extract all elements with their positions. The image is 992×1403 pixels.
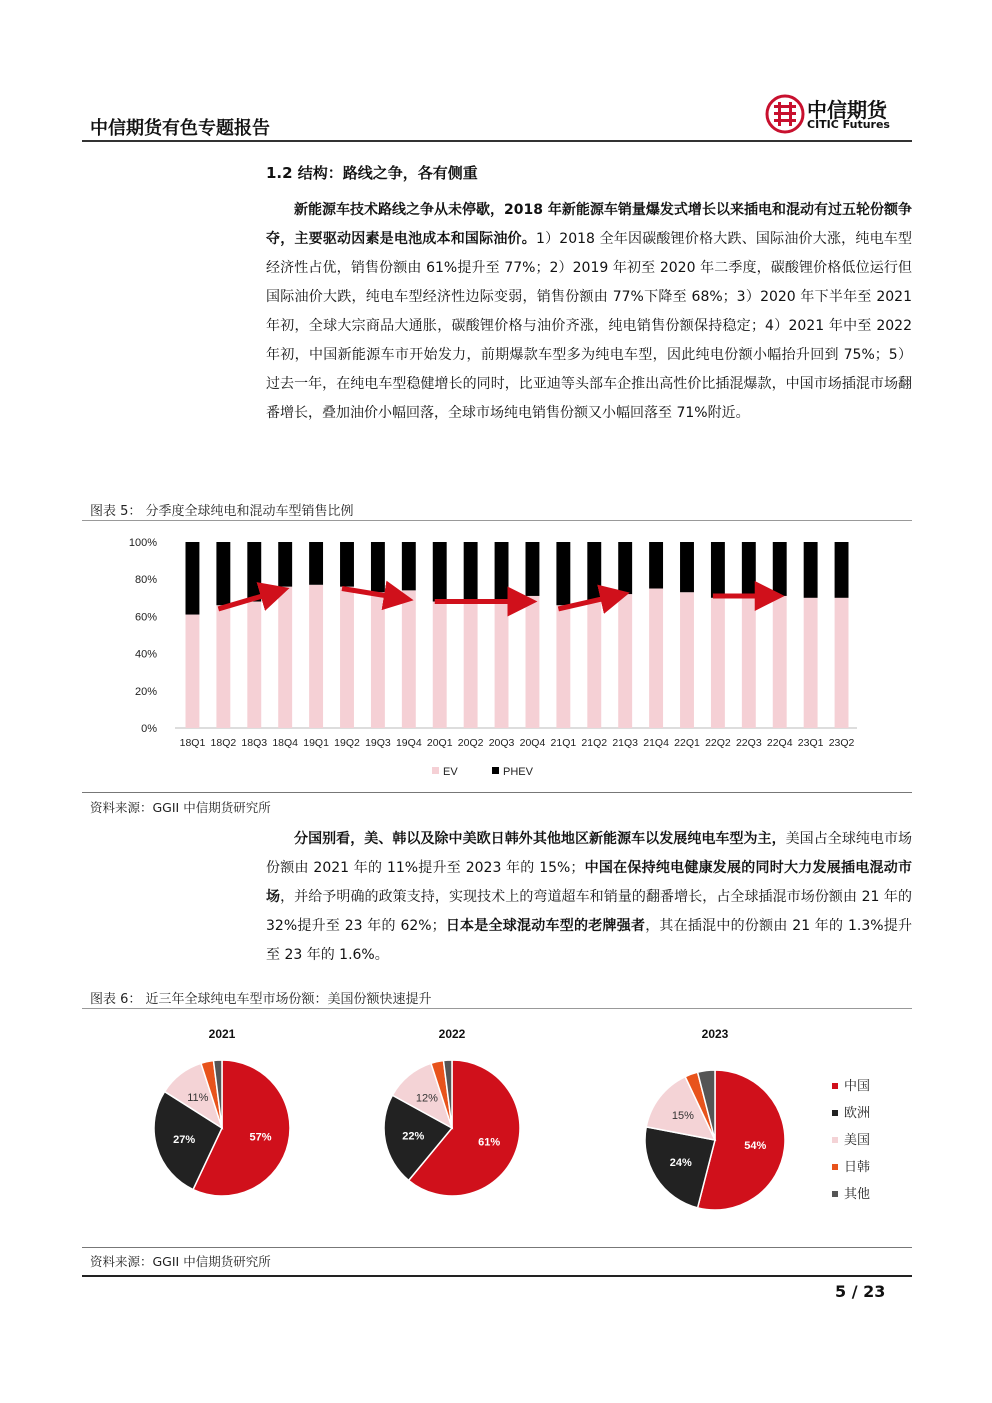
- bar-phev: [526, 542, 540, 596]
- y-tick-label: 0%: [141, 723, 157, 735]
- x-tick-label: 18Q2: [210, 737, 237, 749]
- bar-ev: [587, 602, 601, 728]
- pie-legend-label: 美国: [844, 1133, 871, 1148]
- y-tick-label: 60%: [134, 611, 157, 624]
- bar-phev: [835, 542, 849, 598]
- x-tick-label: 19Q3: [365, 737, 391, 749]
- pie-legend-label: 中国: [844, 1079, 871, 1094]
- bar-phev: [433, 542, 447, 602]
- bar-ev: [556, 605, 570, 728]
- figure-5-top-rule: [82, 520, 912, 521]
- legend-label: PHEV: [503, 766, 533, 778]
- x-tick-label: 20Q3: [488, 737, 515, 749]
- bar-phev: [680, 542, 694, 592]
- figure-6-top-rule: [82, 1008, 912, 1009]
- pie-legend-label: 日韩: [844, 1160, 871, 1175]
- bar-ev: [711, 598, 725, 728]
- bar-ev: [216, 605, 230, 728]
- y-tick-label: 100%: [128, 537, 157, 549]
- x-tick-label: 22Q3: [735, 737, 762, 749]
- logo-text-en: CITIC Futures: [807, 118, 890, 131]
- bar-phev: [247, 542, 261, 602]
- pie-data-label: 24%: [669, 1156, 692, 1169]
- paragraph-2-bold-3: 日本是全球混动车型的老牌强者: [445, 918, 646, 934]
- paragraph-2-text-3: ，其在插混中的份额由 21 年的 1.3%提升至 23 年的 1.6%。: [266, 918, 913, 963]
- paragraph-2-bold-1: 分国别看，美、韩以及除中美欧日韩外其他地区新能源车以发展纯电车型为主，: [294, 831, 786, 847]
- bar-ev: [402, 590, 416, 728]
- x-tick-label: 19Q2: [334, 737, 360, 749]
- pie-data-label: 11%: [187, 1091, 209, 1104]
- paragraph-1: [266, 196, 912, 428]
- bar-ev: [433, 602, 447, 728]
- section-title: 1.2 结构：路线之争，各有侧重: [266, 164, 478, 182]
- legend-swatch: [432, 767, 439, 774]
- pie-data-label: 57%: [249, 1131, 272, 1144]
- page-number: 5 / 23: [835, 1282, 886, 1301]
- footer-rule: [82, 1275, 912, 1277]
- pie-legend-label: 欧洲: [844, 1106, 871, 1121]
- pie-title: 2023: [701, 1027, 729, 1041]
- x-tick-label: 21Q1: [550, 737, 577, 749]
- pie-data-label: 15%: [671, 1110, 694, 1123]
- market-share-pie-charts: [82, 1012, 912, 1245]
- bar-ev: [618, 594, 632, 728]
- bar-ev: [773, 596, 787, 728]
- bar-ev: [309, 585, 323, 728]
- figure-6-bottom-rule: [82, 1247, 912, 1248]
- bar-ev: [340, 587, 354, 728]
- bar-ev: [680, 592, 694, 728]
- bar-ev: [247, 602, 261, 728]
- pie-legend-label: 其他: [844, 1187, 871, 1202]
- bar-phev: [618, 542, 632, 594]
- x-tick-label: 21Q2: [581, 737, 608, 749]
- bar-phev: [587, 542, 601, 602]
- figure-5-caption: 图表 5： 分季度全球纯电和混动车型销售比例: [90, 504, 354, 519]
- pie-legend-swatch: [832, 1137, 838, 1143]
- legend-label: EV: [443, 766, 458, 778]
- pie-title: 2022: [438, 1027, 466, 1041]
- x-tick-label: 21Q3: [612, 737, 639, 749]
- bar-phev: [556, 542, 570, 605]
- x-tick-label: 20Q2: [457, 737, 484, 749]
- bar-phev: [464, 542, 478, 602]
- x-tick-label: 20Q1: [426, 737, 453, 749]
- bar-phev: [742, 542, 756, 598]
- paragraph-2-text-1: 美国占全球纯电市场份额由 2021 年的 11%提升至 2023 年的 15%；: [266, 831, 913, 876]
- citic-logo: [765, 92, 905, 136]
- x-tick-label: 19Q1: [303, 737, 329, 749]
- x-tick-label: 22Q4: [766, 737, 793, 749]
- pie-data-label: 54%: [744, 1140, 767, 1153]
- bar-phev: [495, 542, 509, 600]
- figure-5-bottom-rule: [82, 792, 912, 793]
- x-tick-label: 18Q3: [241, 737, 268, 749]
- x-tick-label: 18Q4: [272, 737, 299, 749]
- pie-data-label: 61%: [478, 1136, 501, 1149]
- bar-phev: [649, 542, 663, 589]
- pie-legend-swatch: [832, 1083, 838, 1089]
- y-tick-label: 80%: [134, 574, 157, 587]
- bar-ev: [526, 596, 540, 728]
- bar-ev: [464, 602, 478, 728]
- x-tick-label: 19Q4: [395, 737, 422, 749]
- bar-phev: [216, 542, 230, 605]
- x-tick-label: 23Q1: [797, 737, 824, 749]
- pie-title: 2021: [208, 1027, 236, 1041]
- ev-phev-stacked-bar-chart: [82, 525, 912, 787]
- x-tick-label: 20Q4: [519, 737, 546, 749]
- bar-ev: [742, 598, 756, 728]
- bar-phev: [773, 542, 787, 596]
- y-tick-label: 20%: [134, 685, 157, 698]
- logo-text-cn: 中信期货: [807, 98, 887, 122]
- bar-phev: [371, 542, 385, 592]
- paragraph-2-bold-2: 中国在保持纯电健康发展的同时大力发展插电混动市场: [266, 860, 912, 905]
- bar-phev: [402, 542, 416, 590]
- bar-phev: [186, 542, 200, 615]
- pie-data-label: 27%: [173, 1134, 196, 1147]
- pie-legend-swatch: [832, 1164, 838, 1170]
- bar-ev: [649, 589, 663, 729]
- report-title: 中信期货有色专题报告: [90, 118, 270, 139]
- figure-6-caption: 图表 6： 近三年全球纯电车型市场份额：美国份额快速提升: [90, 992, 432, 1007]
- x-tick-label: 22Q2: [705, 737, 731, 749]
- x-tick-label: 23Q2: [828, 737, 855, 749]
- citic-logo-icon: [765, 94, 805, 134]
- x-tick-label: 22Q1: [674, 737, 700, 749]
- bar-ev: [804, 598, 818, 728]
- paragraph-2: [266, 825, 912, 970]
- legend-swatch: [492, 767, 499, 774]
- bar-ev: [835, 598, 849, 728]
- x-tick-label: 18Q1: [179, 737, 206, 749]
- bar-phev: [278, 542, 292, 587]
- figure-5-source: 资料来源：GGII 中信期货研究所: [90, 800, 271, 815]
- bar-phev: [711, 542, 725, 598]
- bar-ev: [371, 592, 385, 728]
- y-tick-label: 40%: [134, 648, 157, 661]
- pie-legend-swatch: [832, 1110, 838, 1116]
- paragraph-2-text-2: ，并给予明确的政策支持，实现技术上的弯道超车和销量的翻番增长，占全球插混市场份额由 21 年的 32%提升至 23 年的 62%；: [266, 889, 912, 934]
- paragraph-1-body: 1）2018 全年因碳酸锂价格大跌、国际油价大涨，纯电车型经济性占优，销售份额由 61%提升至 77%；2）2019 年初至 2020 年二季度，碳酸锂价格低位运行但国际油价大跌，纯电车型经济性边际变弱，销售份额由 77%下降至 68%；3）2020 年下半年至 2021 年初，全球大宗商品大通胀，碳酸锂价格与油价齐涨，纯电销售份额保持稳定；4）2021 年中至 2022 年初，中国新能源车市开始发力，前期爆款车型多为纯电车型，因此纯电份额小幅抬升回到 75%；5）过去一年，在纯电车型稳健增长的同时，比亚迪等头部车企推出高性价比插混爆款，中国市场插混市场翻番增长，叠加油价小幅回落，全球市场纯电销售份额又小幅回落至 71%附近。: [266, 231, 912, 421]
- header-rule: [82, 140, 912, 142]
- bar-phev: [309, 542, 323, 585]
- pie-data-label: 12%: [415, 1092, 438, 1105]
- bar-phev: [340, 542, 354, 587]
- bar-phev: [804, 542, 818, 598]
- pie-legend-swatch: [832, 1191, 838, 1197]
- bar-ev: [278, 587, 292, 728]
- figure-6-source: 资料来源：GGII 中信期货研究所: [90, 1254, 271, 1269]
- bar-ev: [495, 600, 509, 728]
- paragraph-1-lead: 新能源车技术路线之争从未停歇，2018 年新能源车销量爆发式增长以来插电和混动有过五轮份额争夺，主要驱动因素是电池成本和国际油价。: [266, 202, 912, 247]
- x-tick-label: 21Q4: [643, 737, 669, 749]
- pie-data-label: 22%: [402, 1130, 425, 1143]
- bar-ev: [186, 615, 200, 728]
